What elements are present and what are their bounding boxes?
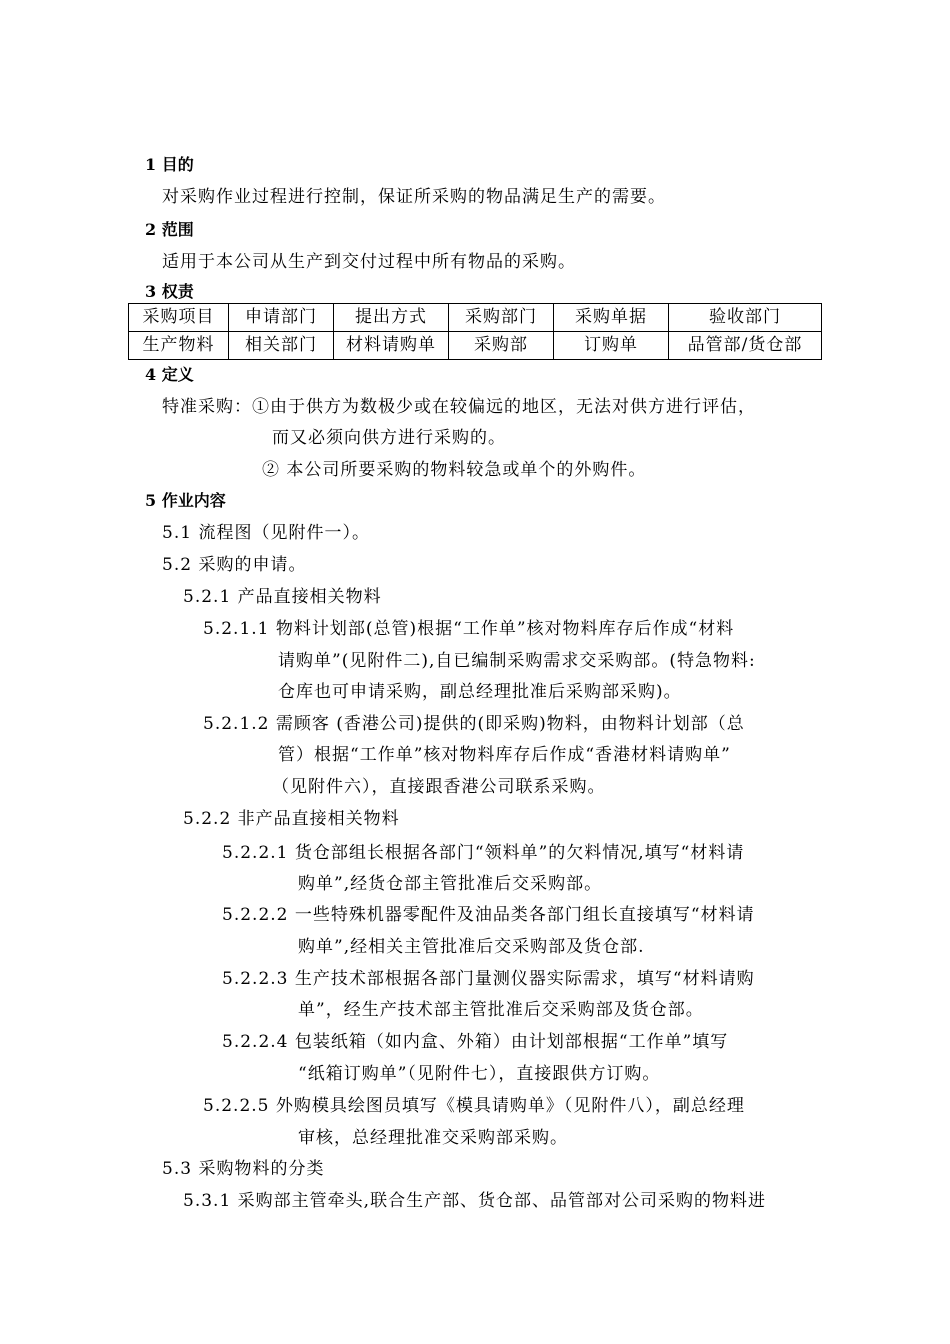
table-header-cell: 提出方式	[334, 304, 449, 332]
table-header-row	[129, 304, 822, 332]
p-5-2-2-3-line2: 单”，经生产技术部主管批准后交采购部及货仓部。	[298, 1000, 704, 1020]
sec4-line1: 特准采购：①由于供方为数极少或在较偏远的地区，无法对供方进行评估，	[162, 397, 756, 417]
p-5-2-1-2-line2: 管）根据“工作单”核对物料库存后作成“香港材料请购单”	[278, 745, 731, 765]
responsibility-table	[128, 303, 822, 360]
p-5-3-1: 5.3.1 采购部主管牵头,联合生产部、货仓部、品管部对公司采购的物料进	[183, 1191, 767, 1211]
p-5-2-2-2-line1: 5.2.2.2 一些特殊机器零配件及油品类各部门组长直接填写“材料请	[222, 905, 755, 925]
table-cell: 品管部/货仓部	[669, 332, 822, 360]
p-5-2-1-1-line1: 5.2.1.1 物料计划部(总管)根据“工作单”核对物料库存后作成“材料	[203, 619, 735, 639]
p-5-2-2-1-line2: 购单”,经货仓部主管批准后交采购部。	[298, 874, 603, 894]
sec5-heading: 5 作业内容	[145, 491, 226, 510]
sec4-heading: 4 定义	[145, 365, 194, 384]
p-5-2-1-2-line1: 5.2.1.2 需顾客 (香港公司)提供的(即采购)物料，由物料计划部（总	[203, 714, 745, 734]
p-5-3: 5.3 采购物料的分类	[162, 1159, 325, 1179]
sec1-heading: 1 目的	[145, 155, 194, 174]
p-5-2-1: 5.2.1 产品直接相关物料	[183, 587, 382, 607]
p-5-2-1-1-line2: 请购单”(见附件二),自已编制采购需求交采购部。(特急物料:	[278, 651, 756, 671]
p-5-2-2-3-line1: 5.2.2.3 生产技术部根据各部门量测仪器实际需求，填写“材料请购	[222, 969, 755, 989]
p-5-2-2-2-line2: 购单”,经相关主管批准后交采购部及货仓部.	[298, 937, 645, 957]
p-5-2-2-5-line2: 审核，总经理批准交采购部采购。	[298, 1128, 568, 1148]
table-header-cell: 采购单据	[554, 304, 669, 332]
table-header-cell: 采购部门	[449, 304, 554, 332]
p-5-2-1-1-line3: 仓库也可申请采购，副总经理批准后采购部采购)。	[278, 682, 682, 702]
table-cell: 订购单	[554, 332, 669, 360]
table-cell: 采购部	[449, 332, 554, 360]
sec4-line3: ② 本公司所要采购的物料较急或单个的外购件。	[262, 460, 647, 480]
p-5-2-2-5-line1: 5.2.2.5 外购模具绘图员填写《模具请购单》（见附件八），副总经理	[203, 1096, 745, 1116]
table-header-cell: 验收部门	[669, 304, 822, 332]
p-5-2-2: 5.2.2 非产品直接相关物料	[183, 809, 400, 829]
table-cell: 生产物料	[129, 332, 229, 360]
sec1-text: 对采购作业过程进行控制，保证所采购的物品满足生产的需要。	[162, 187, 666, 207]
table-header-cell: 采购项目	[129, 304, 229, 332]
sec3-heading: 3 权责	[145, 282, 194, 301]
p-5-2-1-2-line3: （见附件六），直接跟香港公司联系采购。	[272, 777, 606, 797]
table-cell: 相关部门	[229, 332, 334, 360]
p-5-2-2-4-line1: 5.2.2.4 包装纸箱（如内盒、外箱）由计划部根据“工作单”填写	[222, 1032, 729, 1052]
table-row	[129, 332, 822, 360]
p-5-2-2-4-line2: “纸箱订购单”（见附件七），直接跟供方订购。	[298, 1064, 661, 1084]
p-5-2: 5.2 采购的申请。	[162, 555, 307, 575]
p-5-1: 5.1 流程图（见附件一）。	[162, 523, 370, 543]
p-5-2-2-1-line1: 5.2.2.1 货仓部组长根据各部门“领料单”的欠料情况,填写“材料请	[222, 843, 745, 863]
sec2-heading: 2 范围	[145, 220, 194, 239]
table-cell: 材料请购单	[334, 332, 449, 360]
sec2-text: 适用于本公司从生产到交付过程中所有物品的采购。	[162, 252, 576, 272]
table-header-cell: 申请部门	[229, 304, 334, 332]
sec4-line2: 而又必须向供方进行采购的。	[272, 428, 506, 448]
